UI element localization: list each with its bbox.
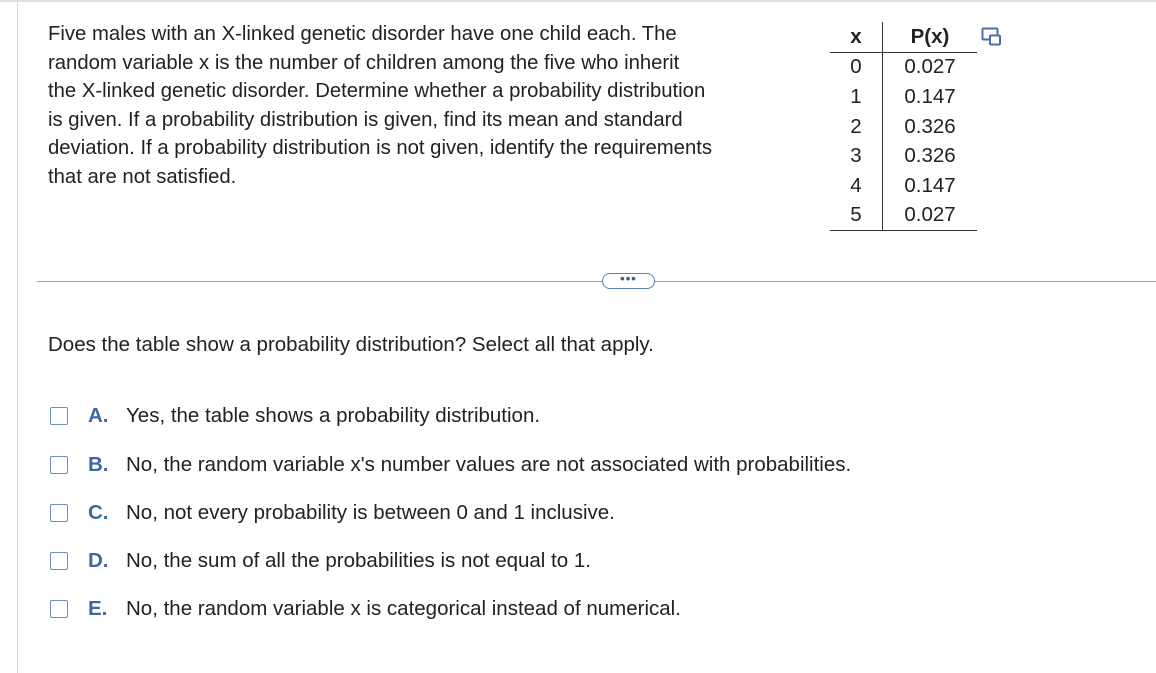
- table-row: [830, 201, 977, 231]
- cell-px: 0.326: [904, 144, 956, 168]
- table-row: [830, 171, 977, 201]
- problem-line: deviation. If a probability distribution is not given, identify the requirements: [48, 137, 713, 160]
- option-letter: A.: [88, 404, 109, 427]
- option-text: No, the sum of all the probabilities is not equal to 1.: [126, 549, 591, 572]
- question-text: Does the table show a probability distribution? Select all that apply.: [48, 333, 654, 356]
- problem-line: the X-linked genetic disorder. Determine whether a probability distribution: [48, 80, 706, 103]
- checkbox[interactable]: [50, 456, 68, 474]
- cell-x: 2: [830, 112, 883, 142]
- option-e[interactable]: [50, 596, 681, 622]
- cell-x: 5: [830, 201, 883, 231]
- cell-px: 0.326: [904, 114, 956, 138]
- problem-line: that are not satisfied.: [48, 165, 237, 188]
- problem-line: Five males with an X-linked genetic disorder have one child each. The: [48, 23, 677, 45]
- problem-line: is given. If a probability distribution is given, find its mean and standard: [48, 108, 683, 131]
- option-letter: D.: [88, 549, 109, 572]
- option-text: Yes, the table shows a probability distribution.: [126, 404, 541, 427]
- cell-x: 3: [830, 141, 883, 171]
- option-letter: C.: [88, 501, 109, 524]
- cell-px: 0.147: [904, 173, 956, 197]
- option-b[interactable]: [50, 452, 851, 478]
- left-border: [17, 0, 18, 673]
- option-letter: E.: [88, 597, 108, 620]
- cell-px: 0.147: [904, 84, 956, 108]
- checkbox[interactable]: [50, 552, 68, 570]
- table-header-row: [830, 22, 977, 52]
- cell-x: 4: [830, 171, 883, 201]
- cell-x: 0: [830, 52, 883, 82]
- problem-line: random variable x is the number of children among the five who inherit: [48, 51, 680, 74]
- option-text: No, the random variable x's number values are not associated with probabilities.: [126, 453, 852, 476]
- option-text: No, not every probability is between 0 and 1 inclusive.: [126, 501, 615, 524]
- checkbox[interactable]: [50, 600, 68, 618]
- top-border: [0, 0, 1156, 2]
- table-row: [830, 141, 977, 171]
- header-px: P(x): [883, 22, 978, 52]
- option-text: No, the random variable x is categorical instead of numerical.: [126, 597, 681, 620]
- problem-statement: [48, 20, 818, 192]
- checkbox[interactable]: [50, 407, 68, 425]
- probability-table: [830, 22, 977, 231]
- option-c[interactable]: [50, 500, 615, 526]
- table-row: [830, 82, 977, 112]
- expand-more-button[interactable]: •••: [602, 273, 655, 289]
- table-row: [830, 112, 977, 142]
- copy-icon[interactable]: [981, 27, 1005, 49]
- option-a[interactable]: [50, 403, 540, 429]
- option-letter: B.: [88, 453, 109, 476]
- option-d[interactable]: [50, 548, 591, 574]
- cell-x: 1: [830, 82, 883, 112]
- section-divider: [37, 281, 1156, 282]
- cell-px: 0.027: [883, 201, 978, 231]
- table-row: [830, 52, 977, 82]
- checkbox[interactable]: [50, 504, 68, 522]
- cell-px: 0.027: [904, 55, 956, 79]
- header-x: x: [830, 22, 883, 52]
